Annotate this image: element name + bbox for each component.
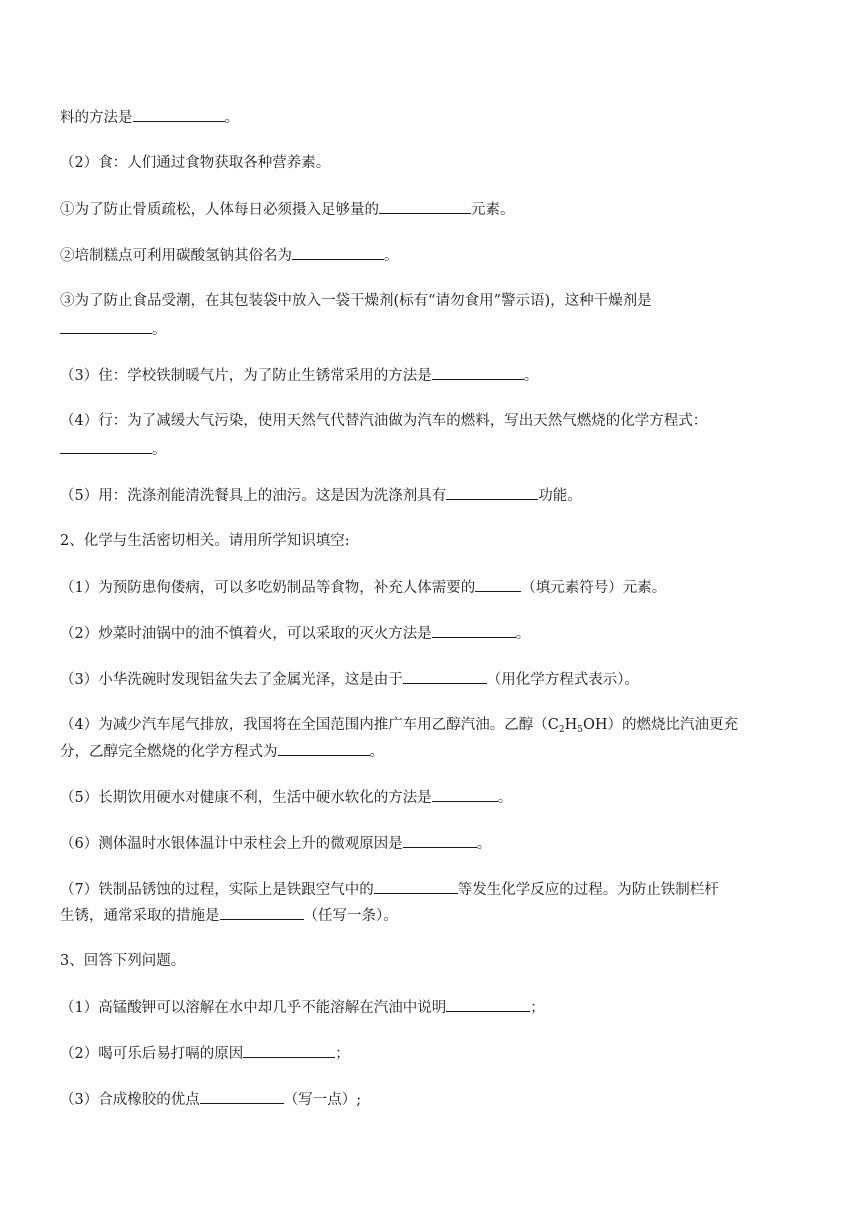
text: 。: [523, 368, 539, 384]
answer-blank[interactable]: [278, 741, 370, 756]
q2-4: [60, 715, 738, 740]
text: （任写一条）。: [303, 908, 398, 924]
q2-6: [60, 833, 491, 854]
answer-blank[interactable]: [133, 107, 225, 122]
q2-1: [60, 577, 666, 598]
text: （写一点）;: [283, 1092, 362, 1108]
q2-3: [60, 669, 639, 690]
q1-2-heading: [60, 153, 330, 173]
subscript: 5: [577, 725, 583, 735]
q2-5: [60, 787, 512, 808]
text: （2）喝可乐后易打嗝的原因: [60, 1046, 244, 1062]
text: 等发生化学反应的过程。为防止铁制栏杆: [457, 882, 719, 898]
text: 2、化学与生活密切相关。请用所学知识填空:: [60, 533, 350, 549]
q1-4-blank-line: [60, 439, 167, 460]
text: （2）炒菜时油锅中的油不慎着火，可以采取的灭火方法是: [60, 626, 432, 642]
text: 分，乙醇完全燃烧的化学方程式为: [60, 744, 278, 760]
answer-blank[interactable]: [60, 319, 152, 334]
text: （1）为预防患佝偻病，可以多吃奶制品等食物，补充人体需要的: [60, 580, 476, 596]
text: 生锈，通常采取的措施是: [60, 908, 220, 924]
q2-heading: [60, 531, 350, 551]
text: ③为了防止食品受潮，在其包装袋中放入一袋干燥剂(标有“请勿食用”警示语)，这种干燥剂是: [60, 293, 652, 309]
answer-blank[interactable]: [374, 879, 458, 894]
answer-blank[interactable]: [220, 905, 304, 920]
text: 。: [224, 110, 239, 126]
text: （5）用：洗涤剂能清洗餐具上的油污。这是因为洗涤剂具有: [60, 488, 447, 504]
q1-5: [60, 485, 582, 506]
text: （4）行：为了减缓大气污染，使用天然气代替汽油做为汽车的燃料，写出天然气燃烧的化学方程式：: [60, 413, 708, 429]
q1-3: [60, 365, 538, 386]
text: （2）食：人们通过食物获取各种营养素。: [60, 155, 331, 171]
text: H: [564, 717, 578, 733]
text: 。: [152, 442, 167, 458]
text: 。: [476, 836, 492, 852]
answer-blank[interactable]: [292, 245, 384, 260]
q3-heading: [60, 951, 185, 971]
text: （用化学方程式表示）。: [486, 672, 639, 688]
q3-1: [60, 997, 545, 1018]
q1-4: [60, 411, 707, 431]
text: （7）铁制品锈蚀的过程，实际上是铁跟空气中的: [60, 882, 374, 898]
text: 料的方法是: [60, 110, 133, 126]
text: 。: [369, 744, 384, 760]
answer-blank[interactable]: [446, 485, 538, 500]
answer-blank[interactable]: [60, 439, 152, 454]
text: ；: [335, 1046, 350, 1062]
text: OH）的燃烧比汽油更充: [582, 717, 738, 733]
text: （4）为减少汽车尾气排放，我国将在全国范围内推广车用乙醇汽油。乙醇（C: [60, 717, 559, 733]
text: ①为了防止骨质疏松，人体每日必须摄入足够量的: [60, 202, 379, 218]
text: （3）小华洗碗时发现铝盆失去了金属光泽，这是由于: [60, 672, 403, 688]
q3-2: [60, 1043, 350, 1064]
answer-blank[interactable]: [432, 365, 524, 380]
q2-7: [60, 879, 719, 900]
text: （1）高锰酸钾可以溶解在水中却几乎不能溶解在汽油中说明: [60, 1000, 447, 1016]
text: ②培制糕点可利用碳酸氢钠其俗名为: [60, 248, 292, 264]
text: 。: [384, 248, 399, 264]
text: 。: [497, 790, 513, 806]
text: 3、回答下列问题。: [60, 953, 186, 969]
text: （3）合成橡胶的优点: [60, 1092, 200, 1108]
answer-blank[interactable]: [403, 833, 477, 848]
text: 。: [152, 322, 167, 338]
answer-blank[interactable]: [403, 669, 487, 684]
answer-blank[interactable]: [379, 199, 471, 214]
q1-1-continued: [60, 107, 239, 128]
q1-2-item3-blank-line: [60, 319, 167, 340]
answer-blank[interactable]: [446, 997, 530, 1012]
q2-7-continued: [60, 905, 398, 926]
subscript: 2: [558, 725, 565, 735]
text: （填元素符号）元素。: [521, 580, 667, 596]
answer-blank[interactable]: [432, 623, 516, 638]
q2-2: [60, 623, 530, 644]
text: （6）测体温时水银体温计中汞柱会上升的微观原因是: [60, 836, 403, 852]
q3-3: [60, 1089, 361, 1110]
text: 功能。: [538, 488, 582, 504]
text: 。: [515, 626, 531, 642]
q1-2-item1: [60, 199, 515, 220]
text: （5）长期饮用硬水对健康不利，生活中硬水软化的方法是: [60, 790, 432, 806]
answer-blank[interactable]: [200, 1089, 284, 1104]
answer-blank[interactable]: [432, 787, 498, 802]
q1-2-item3: [60, 291, 652, 311]
text: 元素。: [471, 202, 515, 218]
text: ；: [530, 1000, 545, 1016]
q2-4-continued: [60, 741, 384, 762]
text: （3）住：学校铁制暖气片，为了防止生锈常采用的方法是: [60, 368, 432, 384]
answer-blank[interactable]: [243, 1043, 335, 1058]
answer-blank[interactable]: [475, 577, 521, 592]
q1-2-item2: [60, 245, 399, 266]
